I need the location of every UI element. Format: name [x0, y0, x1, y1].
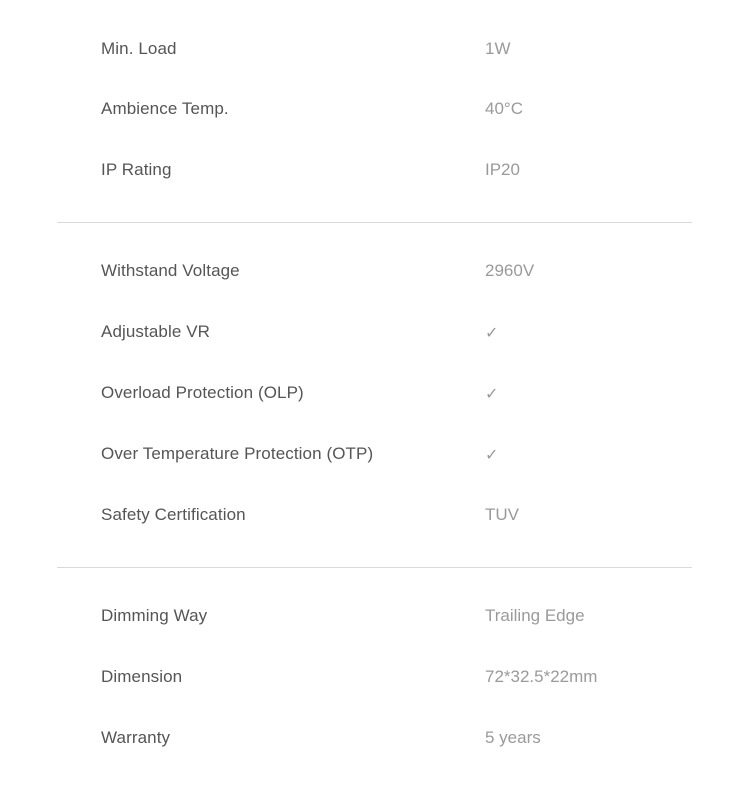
spec-row-dimension: [101, 662, 701, 692]
check-icon: ✓: [485, 322, 499, 342]
spec-row-over-temperature-protection: [101, 439, 701, 469]
spec-label: Warranty: [101, 728, 171, 747]
spec-value: Trailing Edge: [485, 606, 585, 625]
spec-label: Min. Load: [101, 39, 177, 58]
spec-row-ambience-temp: [101, 94, 701, 124]
spec-label: Overload Protection (OLP): [101, 383, 304, 402]
spec-label: Ambience Temp.: [101, 99, 229, 118]
spec-row-withstand-voltage: [101, 256, 701, 286]
spec-label: Adjustable VR: [101, 322, 211, 341]
spec-label: Dimension: [101, 667, 183, 686]
spec-value: TUV: [485, 505, 519, 524]
spec-label: Over Temperature Protection (OTP): [101, 444, 374, 463]
spec-label: IP Rating: [101, 160, 172, 179]
check-icon: ✓: [485, 444, 499, 464]
spec-label: Safety Certification: [101, 505, 246, 524]
spec-row-min-load: [101, 34, 701, 64]
spec-value: 2960V: [485, 261, 535, 280]
spec-value: 40°C: [485, 99, 523, 118]
spec-value: IP20: [485, 160, 520, 179]
spec-row-adjustable-vr: [101, 317, 701, 347]
spec-value: 5 years: [485, 728, 541, 747]
spec-value: 72*32.5*22mm: [485, 667, 598, 686]
spec-row-warranty: [101, 723, 701, 753]
spec-label: Dimming Way: [101, 606, 208, 625]
check-icon: ✓: [485, 383, 499, 403]
spec-row-dimming-way: [101, 601, 701, 631]
spec-row-ip-rating: [101, 155, 701, 185]
spec-value: 1W: [485, 39, 511, 58]
section-divider: [57, 567, 692, 568]
spec-label: Withstand Voltage: [101, 261, 240, 280]
spec-row-overload-protection: [101, 378, 701, 408]
spec-row-safety-certification: [101, 500, 701, 530]
section-divider: [57, 222, 692, 223]
